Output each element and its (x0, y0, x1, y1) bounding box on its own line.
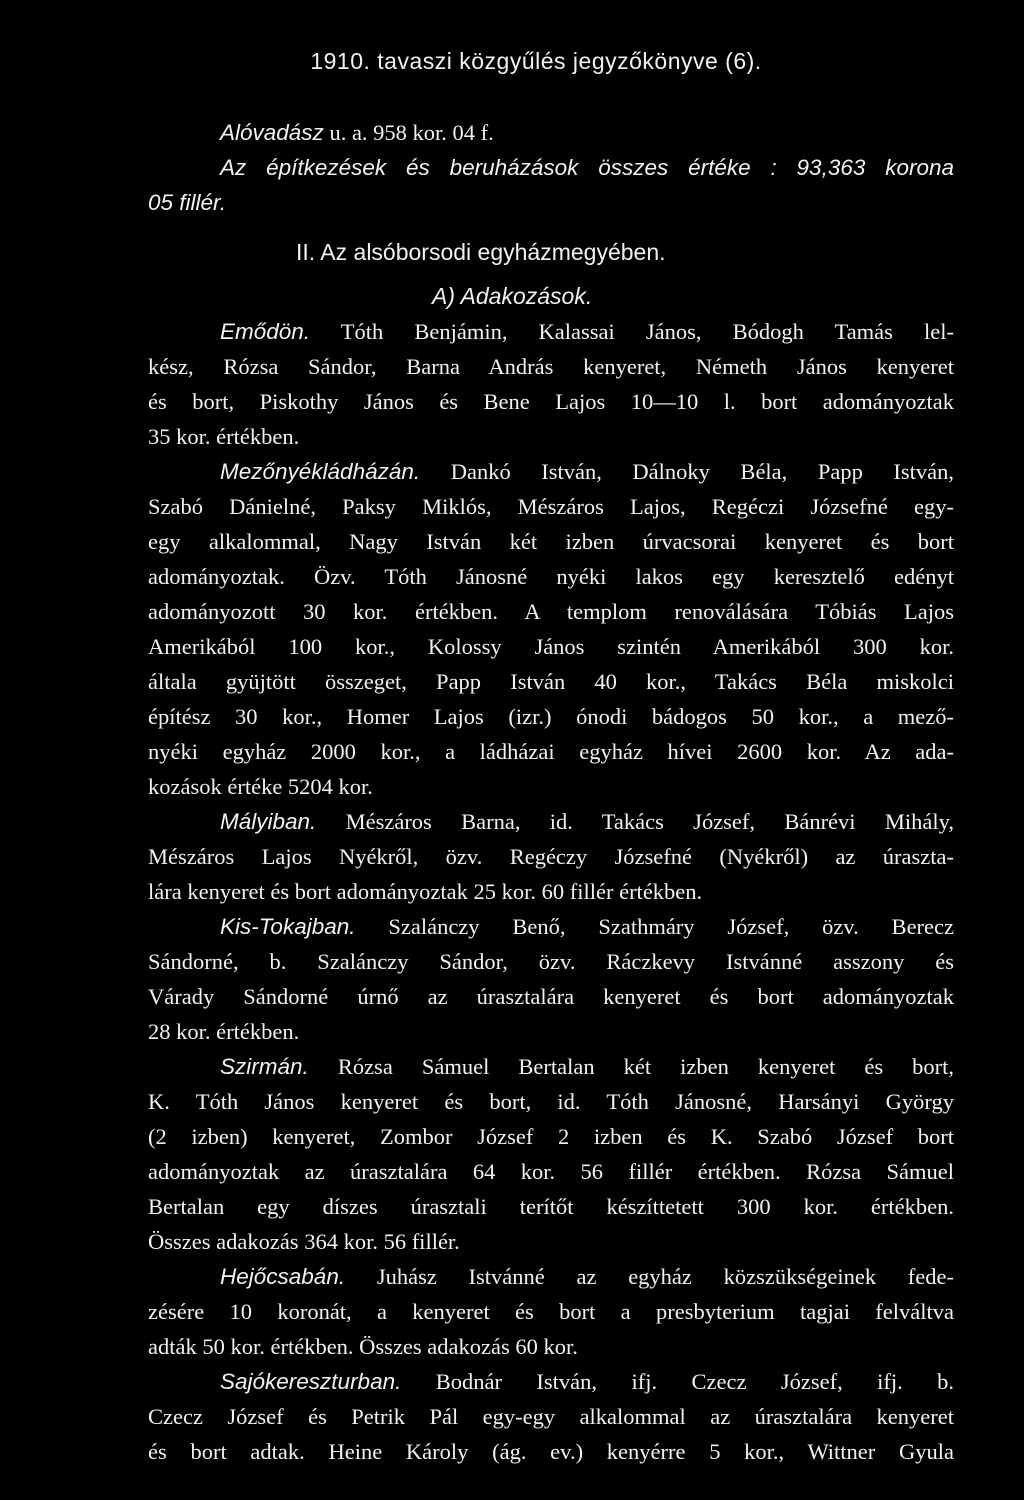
text-span: Bodnár István, ifj. Czecz József, ifj. b. (435, 1369, 955, 1394)
paragraph-line: lára kenyeret és bort adományoztak 25 kor. 60 fillér értékben. (148, 879, 703, 904)
paragraph-line: K. Tóth János kenyeret és bort, id. Tóth Jánosné, Harsányi György (148, 1089, 954, 1114)
paragraph-line: Czecz József és Petrik Pál egy-egy alkalommal az úrasztalára kenyeret (148, 1404, 954, 1429)
paragraph-line (148, 314, 954, 349)
place-name: Sajókereszturban. (220, 1369, 402, 1394)
text-span: Tóth Benjámin, Kalassai János, Bódogh Tamás lel- (340, 319, 954, 344)
paragraph-line: egy alkalommal, Nagy István két izben úrvacsorai kenyeret és bort (148, 529, 954, 554)
paragraph-line: zésére 10 koronát, a kenyeret és bort a presbyterium tagjai felváltva (148, 1299, 954, 1324)
paragraph-line: és bort adtak. Heine Károly (ág. ev.) kenyérre 5 kor., Wittner Gyula (148, 1439, 954, 1464)
paragraph-line: 35 kor. értékben. (148, 424, 300, 449)
paragraph-line: (2 izben) kenyeret, Zombor József 2 izben és K. Szabó József bort (148, 1124, 954, 1149)
paragraph-line (148, 1364, 954, 1399)
intro-total: Az építkezések és beruházások összes értéke : 93,363 korona (220, 155, 954, 180)
place-name: Szirmán. (220, 1054, 309, 1079)
place-name: Kis-Tokajban. (220, 914, 356, 939)
paragraph-line: Amerikából 100 kor., Kolossy János szintén Amerikából 300 kor. (148, 634, 954, 659)
paragraph-line: építész 30 kor., Homer Lajos (izr.) ónodi bádogos 50 kor., a mező- (148, 704, 954, 729)
paragraph-line: Várady Sándorné úrnő az úrasztalára kenyeret és bort adományoztak (148, 984, 954, 1009)
text-span: Rózsa Sámuel Bertalan két izben kenyeret és bort, (337, 1054, 954, 1079)
section-heading: II. Az alsóborsodi egyházmegyében. (296, 239, 666, 265)
paragraph-line (148, 1049, 954, 1084)
paragraph-line: kozások értéke 5204 kor. (148, 774, 373, 799)
place-name: Mezőnyékládházán. (220, 459, 421, 484)
place-name: Mályiban. (220, 809, 317, 834)
place-name: Hejőcsabán. (220, 1264, 346, 1289)
intro-line-1 (148, 115, 954, 150)
paragraph-line: adták 50 kor. értékben. Összes adakozás 60 kor. (148, 1334, 578, 1359)
paragraph-line: Mészáros Lajos Nyékről, özv. Regéczy Józsefné (Nyékről) az úraszta- (148, 844, 954, 869)
paragraph-line (148, 1259, 954, 1294)
paragraph-line: Összes adakozás 364 kor. 56 fillér. (148, 1229, 460, 1254)
section-subheading: A) Adakozások. (432, 283, 593, 309)
paragraph-line: adományozott 30 kor. értékben. A templom renoválására Tóbiás Lajos (148, 599, 954, 624)
paragraph-line: és bort, Piskothy János és Bene Lajos 10—10 l. bort adományoztak (148, 389, 954, 414)
text-span: Mészáros Barna, id. Takács József, Bánrévi Mihály, (345, 809, 954, 834)
paragraph-line: 28 kor. értékben. (148, 1019, 300, 1044)
paragraph-line (148, 454, 954, 489)
paragraph-line: Sándorné, b. Szalánczy Sándor, özv. Ráczkevy Istvánné asszony és (148, 949, 954, 974)
paragraph-line: Bertalan egy díszes úrasztali terítőt készíttetett 300 kor. értékben. (148, 1194, 954, 1219)
paragraph-line: adományoztak az úrasztalára 64 kor. 56 fillér értékben. Rózsa Sámuel (148, 1159, 954, 1184)
place-alovadasz: Alóvadász (220, 120, 324, 145)
paragraph-line: adományoztak. Özv. Tóth Jánosné nyéki lakos egy keresztelő edényt (148, 564, 954, 589)
page-header: 1910. tavaszi közgyűlés jegyzőkönyve (6). (310, 48, 762, 74)
text-span: Dankó István, Dálnoky Béla, Papp István, (450, 459, 955, 484)
alovadasz-text: u. a. 958 kor. 04 f. (329, 120, 494, 145)
paragraph-line (148, 804, 954, 839)
paragraph-line: nyéki egyház 2000 kor., a ládházai egyház hívei 2600 kor. Az ada- (148, 739, 954, 764)
place-name: Emődön. (220, 319, 311, 344)
paragraph-line: kész, Rózsa Sándor, Barna András kenyeret, Németh János kenyeret (148, 354, 954, 379)
paragraph-line (148, 909, 954, 944)
intro-total-cont: 05 fillér. (148, 190, 226, 215)
paragraph-line: általa gyüjtött összeget, Papp István 40 kor., Takács Béla miskolci (148, 669, 954, 694)
text-span: Szalánczy Benő, Szathmáry József, özv. Berecz (388, 914, 955, 939)
text-span: Juhász Istvánné az egyház közszükségeinek fede- (376, 1264, 955, 1289)
paragraph-line: Szabó Dánielné, Paksy Miklós, Mészáros Lajos, Regéczi Józsefné egy- (148, 494, 954, 519)
